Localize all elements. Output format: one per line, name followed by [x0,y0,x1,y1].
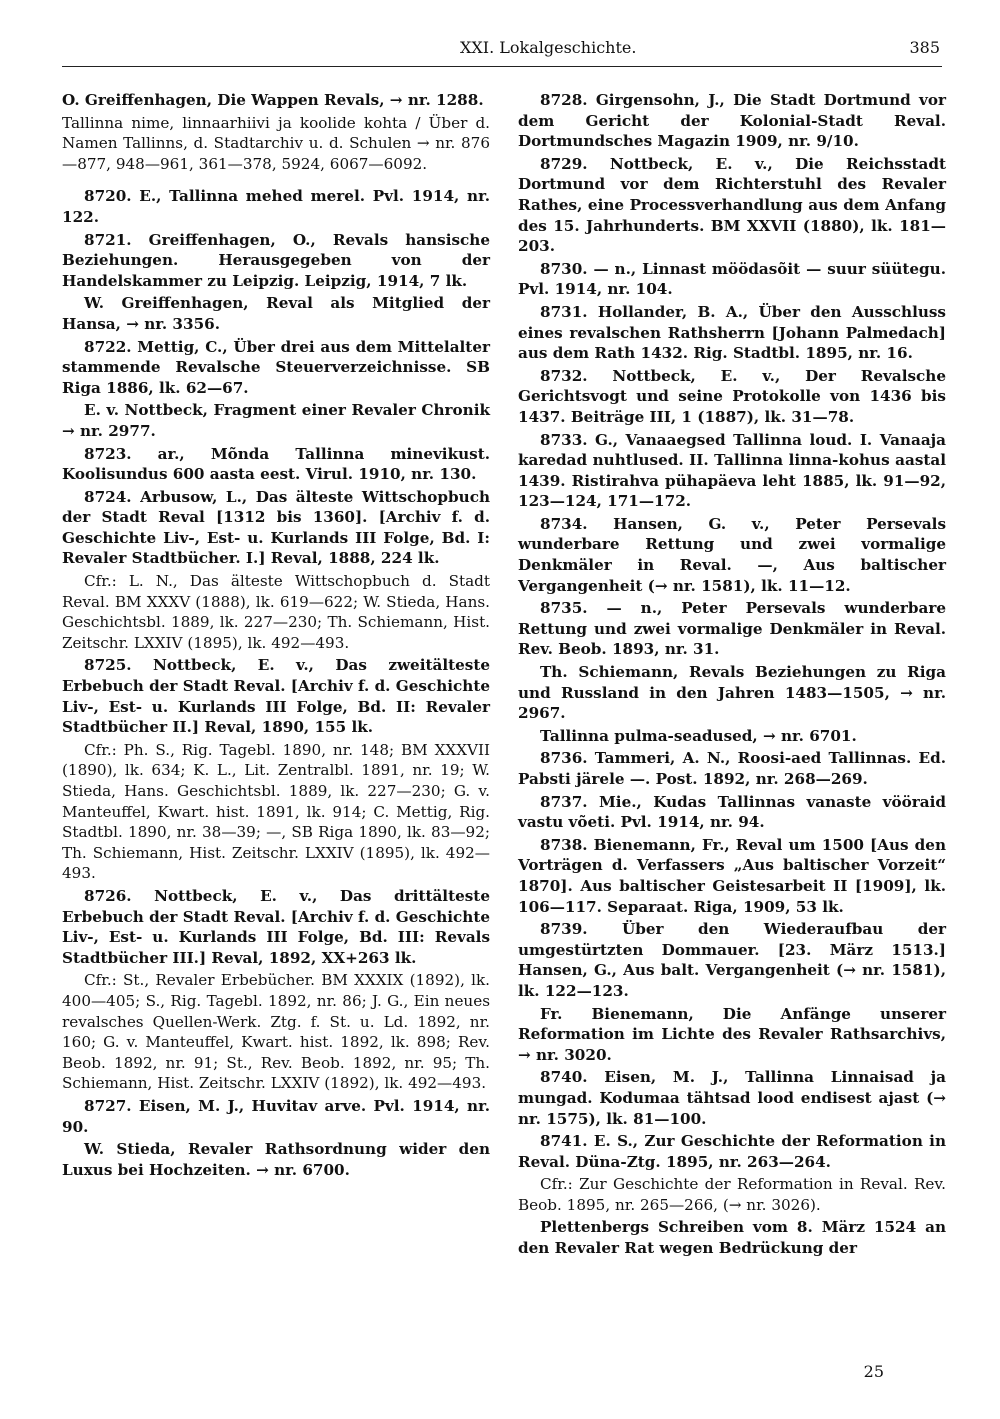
bibliography-entry: 8728. Girgensohn, J., Die Stadt Dortmund vor dem Gericht der Kolonial-Stadt Reval. Dortmundsches Magazin 1909, nr. 9/10. [518,91,946,151]
bibliography-entry: E. v. Nottbeck, Fragment einer Revaler Chronik → nr. 2977. [62,401,490,440]
right-column [518,90,946,1261]
page-header [62,30,942,67]
bibliography-entry: Cfr.: Zur Geschichte der Reformation in Reval. Rev. Beob. 1895, nr. 265—266, (→ nr. 3026). [518,1175,946,1214]
bibliography-entry: 8720. E., Tallinna mehed merel. Pvl. 1914, nr. 122. [62,187,490,226]
bibliography-entry: 8733. G., Vanaaegsed Tallinna loud. I. Vanaaja karedad nuhtlused. II. Tallinna linna-kohus aastal 1439. Ristirahva pühapäeva leht 1885, lk. 91—92, 123—124, 171—172. [518,430,946,511]
bibliography-entry: 8724. Arbusow, L., Das älteste Wittschopbuch der Stadt Reval [1312 bis 1360]. [Archiv f. d. Geschichte Liv-, Est- u. Kurlands III Folge, Bd. I: Revaler Stadtbücher. I.] Reval, 1888, 224 lk. [62,487,490,568]
running-title: XXI. Lokalgeschichte. [460,38,637,57]
left-column [62,90,490,1182]
bibliography-entry: 8741. E. S., Zur Geschichte der Reformation in Reval. Düna-Ztg. 1895, nr. 263—264. [518,1132,946,1171]
bibliography-entry: 8726. Nottbeck, E. v., Das drittälteste Erbebuch der Stadt Reval. [Archiv f. d. Geschichte Liv-, Est- u. Kurlands III Folge, Bd. III: Revals Stadtbücher III.] Reval, 1892, XX+263 lk. [62,886,490,967]
bibliography-entry: Fr. Bienemann, Die Anfänge unserer Reformation im Lichte des Revaler Rathsarchivs, → nr. 3020. [518,1004,946,1064]
bibliography-entry: 8732. Nottbeck, E. v., Der Revalsche Gerichtsvogt und seine Protokolle von 1436 bis 1437. Beiträge III, 1 (1887), lk. 31—78. [518,366,946,426]
bibliography-entry: 8723. ar., Mõnda Tallinna minevikust. Koolisundus 600 aasta eest. Virul. 1910, nr. 130. [62,444,490,484]
bibliography-entry: 8739. Über den Wiederaufbau der umgestürtzten Dommauer. [23. März 1513.] Hansen, G., Aus balt. Vergangenheit (→ nr. 1581), lk. 122—123. [518,920,946,1000]
bibliography-entry: 8736. Tammeri, A. N., Roosi-aed Tallinnas. Ed. Pabsti järele —. Post. 1892, nr. 268—269. [518,749,946,788]
bibliography-entry: 8731. Hollander, B. A., Über den Ausschluss eines revalschen Rathsherrn [Johann Palmedach] aus dem Rath 1432. Rig. Stadtbl. 1895, nr. 16. [518,302,946,363]
bibliography-entry: Tallinna pulma-seadused, → nr. 6701. [540,726,857,745]
printer-signature: 25 [863,1362,884,1381]
bibliography-entry: 8725. Nottbeck, E. v., Das zweitälteste Erbebuch der Stadt Reval. [Archiv f. d. Geschichte Liv-, Est- u. Kurlands III Folge, Bd. II: Revaler Stadtbücher II.] Reval, 1890, 155 lk. [62,656,490,737]
bibliography-entry: Cfr.: L. N., Das älteste Wittschopbuch d. Stadt Reval. BM XXXV (1888), lk. 619—622; W. Stieda, Hans. Geschichtsbl. 1889, lk. 227—230; Th. Schiemann, Hist. Zeitschr. LXXIV (1895), lk. 492—493. [62,572,490,652]
bibliography-entry: Cfr.: St., Revaler Erbebücher. BM XXXIX (1892), lk. 400—405; S., Rig. Tagebl. 1892, nr. 86; J. G., Ein neues revalsches Quellen-Werk. Ztg. f. St. u. Ld. 1892, nr. 160; G. v. Manteuffel, Kwart. hist. 1892, lk. 898; Rev. Beob. 1892, nr. 91; St., Rev. Beob. 1892, nr. 95; Th. Schiemann, Hist. Zeitschr. LXXIV (1892), lk. 492—493. [62,971,490,1093]
bibliography-entry: 8738. Bienemann, Fr., Reval um 1500 [Aus den Vorträgen d. Verfassers „Aus baltischer Vorzeit“ 1870]. Aus baltischer Geistesarbeit II [1909], lk. 106—117. Separaat. Riga, 1909, 53 lk. [518,835,946,916]
bibliography-entry: W. Greiffenhagen, Reval als Mitglied der Hansa, → nr. 3356. [62,294,490,333]
bibliography-entry: 8727. Eisen, M. J., Huvitav arve. Pvl. 1914, nr. 90. [62,1096,490,1136]
bibliography-entry: 8735. — n., Peter Persevals wunderbare Rettung und zwei vormalige Denkmäler in Reval. Rev. Beob. 1893, nr. 31. [518,599,946,659]
bibliography-entry: 8737. Mie., Kudas Tallinnas vanaste vööraid vastu võeti. Pvl. 1914, nr. 94. [518,792,946,832]
bibliography-entry: O. Greiffenhagen, Die Wappen Revals, → nr. 1288. [62,91,484,109]
bibliography-entry: Cfr.: Ph. S., Rig. Tagebl. 1890, nr. 148; BM XXXVII (1890), lk. 634; K. L., Lit. Zentralbl. 1891, nr. 19; W. Stieda, Hans. Geschichtsbl. 1889, lk. 227—230; G. v. Manteuffel, Kwart. hist. 1891, lk. 914; C. Mettig, Rig. Stadtbl. 1890, nr. 38—39; —, SB Riga 1890, lk. 83—92; Th. Schiemann, Hist. Zeitschr. LXXIV (1895), lk. 492—493. [62,740,490,883]
bibliography-entry: 8722. Mettig, C., Über drei aus dem Mittelalter stammende Revalsche Steuerverzeichnisse. SB Riga 1886, lk. 62—67. [62,337,490,397]
page-number: 385 [909,38,940,57]
bibliography-entry: W. Stieda, Revaler Rathsordnung wider den Luxus bei Hochzeiten. → nr. 6700. [62,1140,490,1179]
bibliography-entry: 8721. Greiffenhagen, O., Revals hansische Beziehungen. Herausgegeben von der Handelskammer zu Leipzig. Leipzig, 1914, 7 lk. [62,230,490,290]
bibliography-entry: 8729. Nottbeck, E. v., Die Reichsstadt Dortmund vor dem Richterstuhl des Revaler Rathes, eine Processverhandlung aus dem Anfang des 15. Jahrhunderts. BM XXVII (1880), lk. 181—203. [518,154,946,256]
bibliography-entry: Th. Schiemann, Revals Beziehungen zu Riga und Russland in den Jahren 1483—1505, → nr. 2967. [518,663,946,723]
bibliography-entry: Tallinna nime, linnaarhiivi ja koolide kohta / Über d. Namen Tallinns, d. Stadtarchiv u. d. Schulen → nr. 876—877, 948—961, 361—378, 5924, 6067—6092. [62,113,490,173]
bibliography-entry: 8740. Eisen, M. J., Tallinna Linnaisad ja mungad. Kodumaa tähtsad lood endisest ajast (→ nr. 1575), lk. 81—100. [518,1068,946,1128]
bibliography-entry: 8734. Hansen, G. v., Peter Persevals wunderbare Rettung und zwei vormalige Denkmäler in Reval. —, Aus baltischer Vergangenheit (→ nr. 1581), lk. 11—12. [518,514,946,595]
bibliography-entry: Plettenbergs Schreiben vom 8. März 1524 an den Revaler Rat wegen Bedrückung der [518,1218,946,1258]
bibliography-entry: 8730. — n., Linnast möödasõit — suur süütegu. Pvl. 1914, nr. 104. [518,259,946,299]
